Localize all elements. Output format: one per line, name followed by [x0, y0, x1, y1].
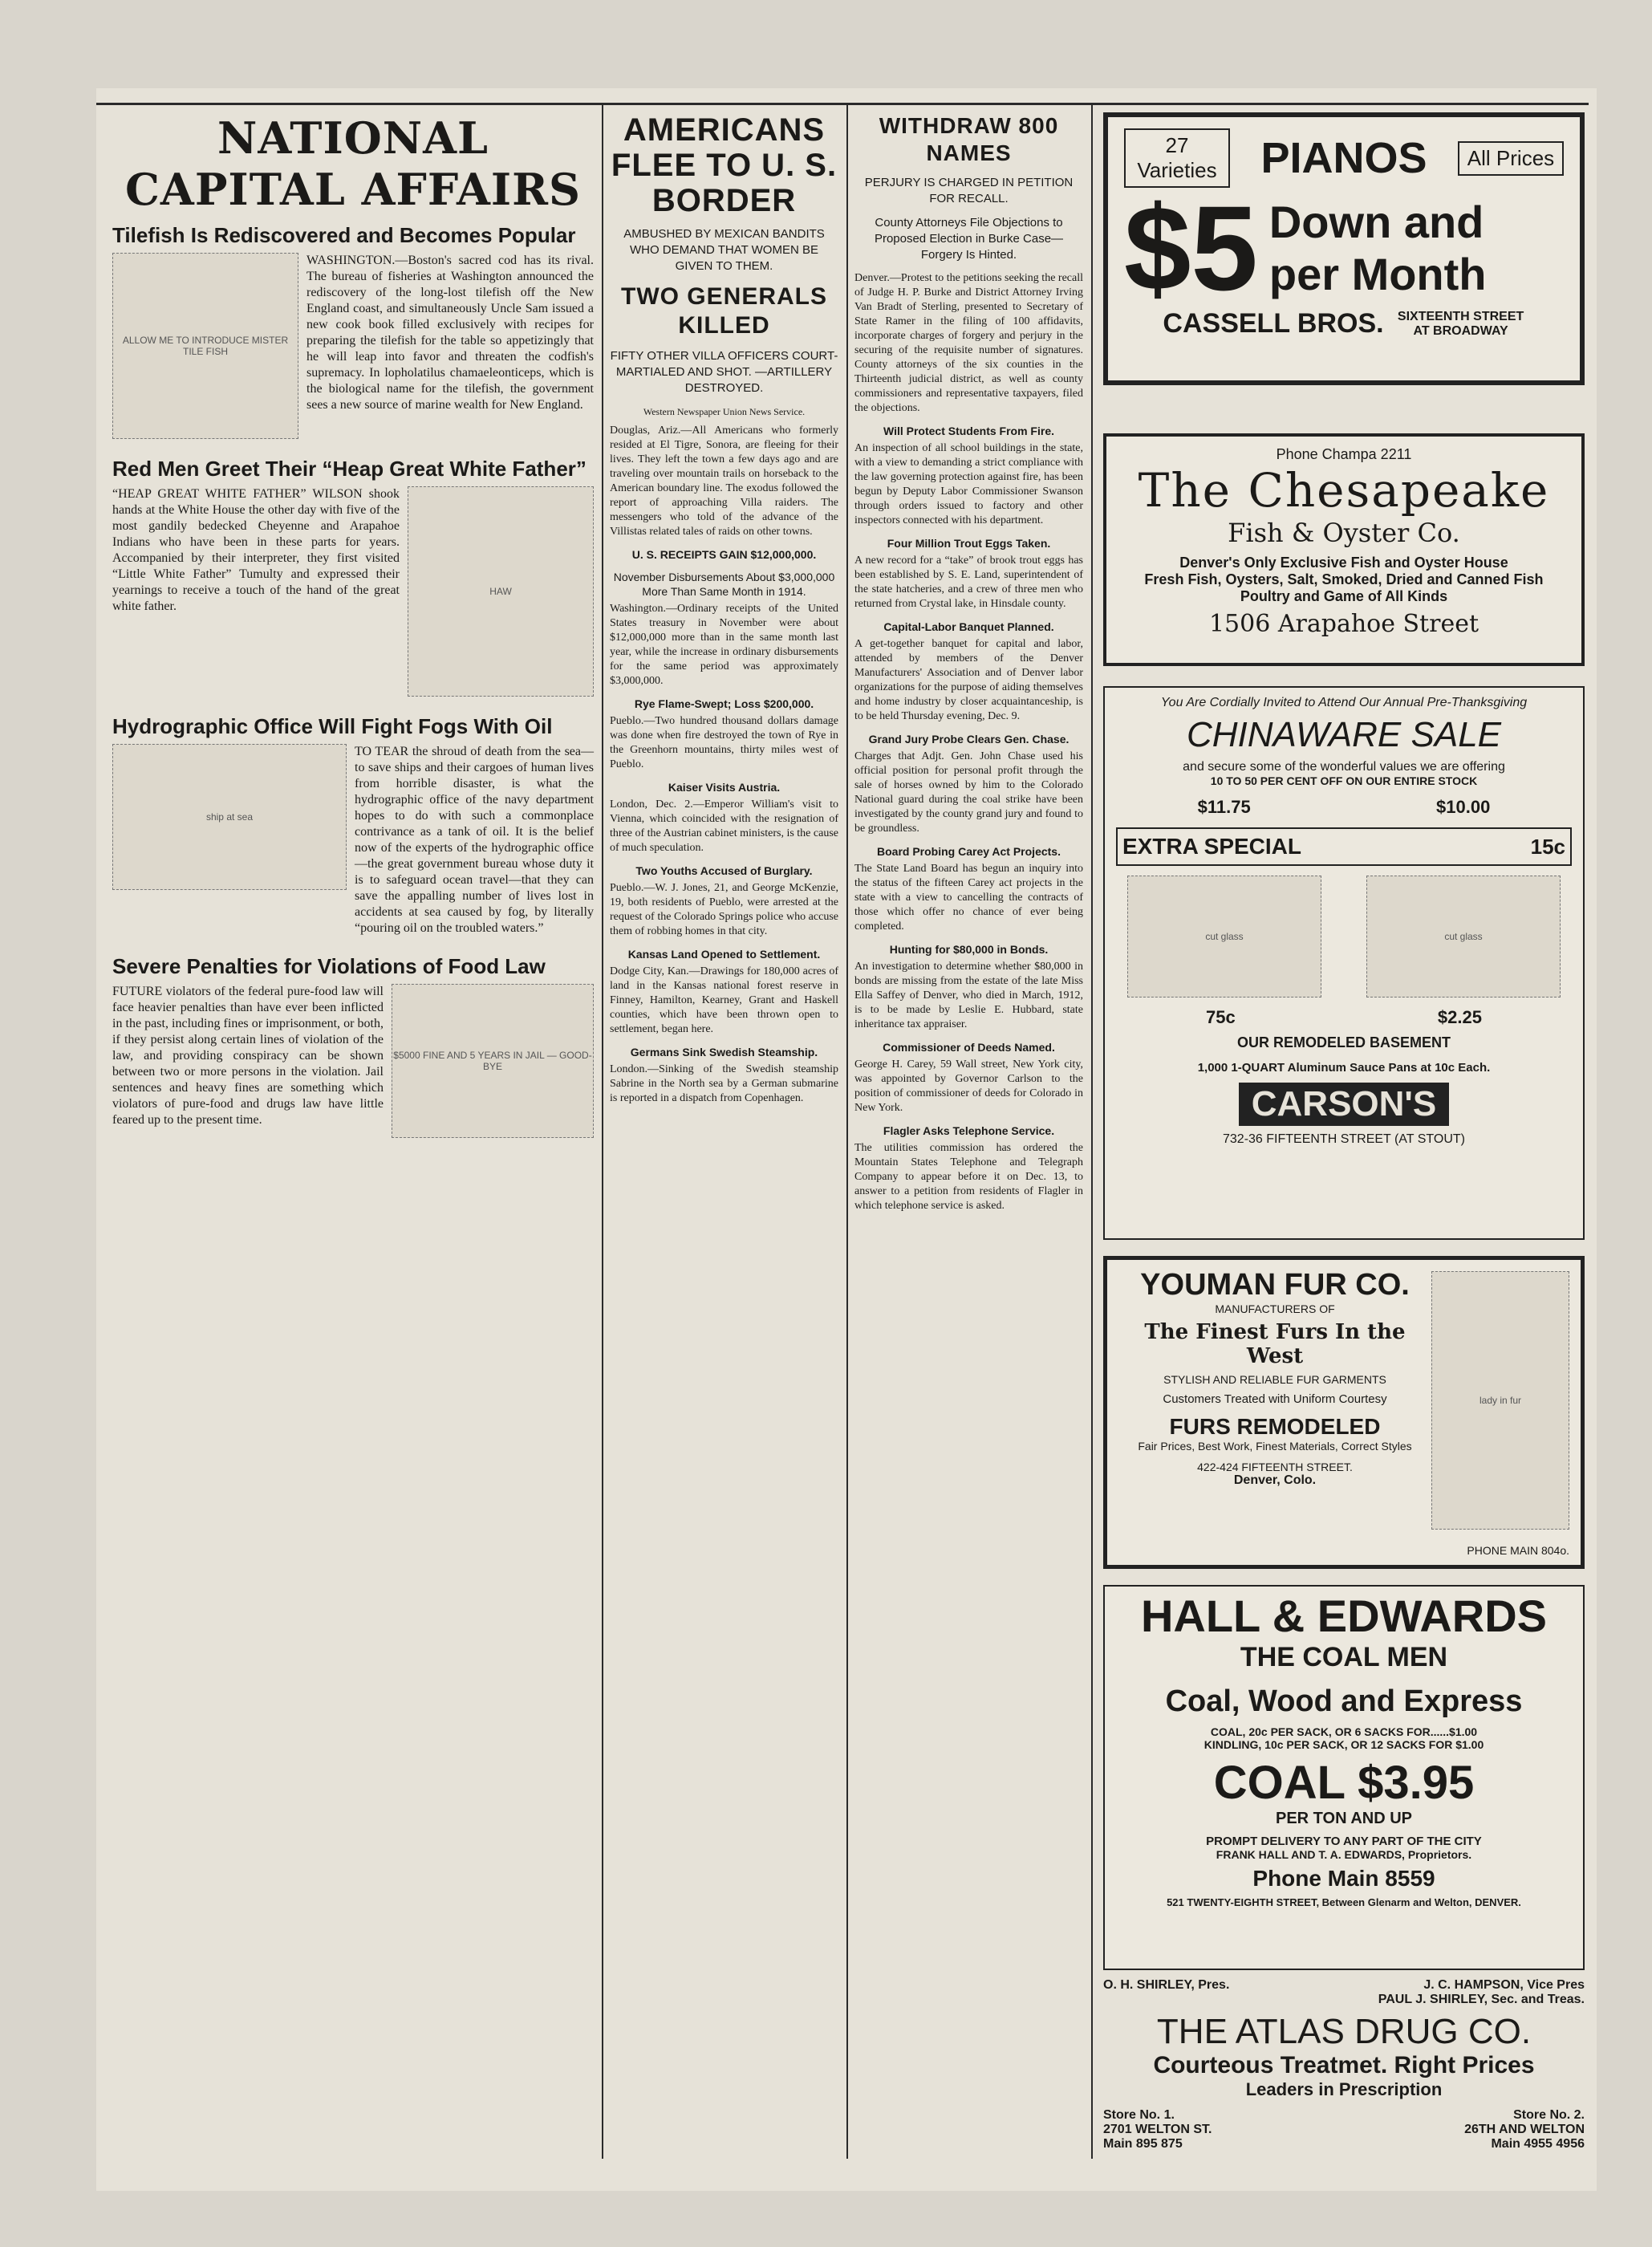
story-body: London.—Sinking of the Swedish steamship Sabrine in the North sea by a German submarine is reported in a dispatch from Copenhagen.: [610, 1063, 838, 1104]
line: Denver's Only Exclusive Fish and Oyster House: [1179, 555, 1508, 571]
credit-line: Western Newspaper Union News Service.: [643, 406, 806, 417]
sub: and secure some of the wonderful values we are offering: [1183, 760, 1505, 774]
store-address: 2701 WELTON ST.: [1103, 2123, 1212, 2136]
subhead: Germans Sink Swedish Steamship.: [630, 1046, 818, 1058]
month-text: per Month: [1268, 249, 1487, 299]
store: Store No. 2.: [1513, 2108, 1585, 2122]
tilefish-cartoon: ALLOW ME TO INTRODUCE MISTER TILE FISH: [112, 253, 298, 439]
subhead: U. S. RECEIPTS GAIN $12,000,000.: [631, 548, 817, 561]
story-body: An investigation to determine whether $80,000 in bonds are missing from the estate of the late Miss Ella Saffey of Denver, who died in March, 1912, is to be made by Leslie E. Hubbard, state inheritance tax appraiser.: [854, 961, 1083, 1030]
extra-special: EXTRA SPECIAL: [1122, 834, 1301, 859]
special-price: 15c: [1530, 834, 1565, 859]
story-body: London, Dec. 2.—Emperor William's visit to Vienna, which coincided with the resignation of three of the Austrian cabinet ministers, is the cause of much speculation.: [610, 798, 838, 854]
food-law-cartoon: $5000 FINE AND 5 YEARS IN JAIL — GOOD-BYE: [392, 984, 594, 1138]
leaders: Leaders in Prescription: [1245, 2079, 1443, 2099]
story-body: WASHINGTON.—Boston's sacred cod has its rival. The bureau of fisheries at Washington announced the rediscovery of the long-lost tilefish off the New England coast, and simultaneously Uncle Sam issued a new cook book filled exclusively with recipes for preparing the tilefish for the table so appetizingly that he will leap into favor and threaten the codfish's supremacy. In lopholatilus chamaeleonticeps, which is the biological name for the tilefish, the government sees a new source of marine wealth for New England.: [306, 254, 594, 412]
headline: AMERICANS FLEE TO U. S. BORDER: [611, 112, 838, 218]
price: $2.25: [1437, 1007, 1482, 1027]
carsons-logo: CARSON'S: [1239, 1083, 1449, 1126]
deck: County Attorneys File Objections to Proposed Election in Burke Case—Forgery Is Hinted.: [874, 216, 1064, 262]
officer: J. C. HAMPSON, Vice Pres: [1423, 1978, 1585, 1992]
subhead: Kansas Land Opened to Settlement.: [627, 948, 821, 961]
address: 521 TWENTY-EIGHTH STREET, Between Glenarm and Welton, DENVER.: [1167, 1896, 1521, 1908]
subhead: Flagler Asks Telephone Service.: [883, 1124, 1055, 1137]
subhead: Grand Jury Probe Clears Gen. Chase.: [868, 733, 1070, 746]
sale-title: CHINAWARE SALE: [1186, 715, 1502, 754]
chesapeake-ad: [1103, 433, 1585, 666]
phone: PHONE MAIN 804o.: [1467, 1544, 1569, 1557]
story-body: Washington.—Ordinary receipts of the United States treasury in November were about $12,000,000 more than in the same month last year, while the increase in ordinary disbursements for the same period was approximately $3,000,000.: [610, 603, 838, 687]
firm-address: SIXTEENTH STREET AT BROADWAY: [1397, 309, 1524, 338]
subhead: Commissioner of Deeds Named.: [883, 1041, 1055, 1054]
address: 422-424 FIFTEENTH STREET.: [1197, 1461, 1353, 1473]
recall-column: [854, 112, 1083, 1213]
price: 75c: [1206, 1007, 1236, 1027]
top-rule: [96, 103, 1589, 105]
masthead: NATIONAL CAPITAL AFFAIRS: [124, 112, 582, 215]
line: PROMPT DELIVERY TO ANY PART OF THE CITY: [1206, 1835, 1482, 1848]
carsons-ad: [1103, 686, 1585, 1240]
officer: O. H. SHIRLEY, Pres.: [1103, 1978, 1230, 1992]
story-body: The utilities commission has ordered the Mountain States Telephone and Telegraph Company to appear before it on Dec. 13, to answer to a petition from residents of Flagler in which telephone service is asked.: [854, 1142, 1083, 1212]
store-phone: Main 895 875: [1103, 2137, 1183, 2151]
down-text: Down and: [1268, 197, 1484, 247]
atlas-drug-ad: [1103, 1978, 1585, 2179]
mexico-column: [610, 112, 838, 1106]
youman-fur-ad: [1103, 1256, 1585, 1569]
firm-name: YOUMAN FUR CO.: [1140, 1268, 1410, 1302]
line: Fair Prices, Best Work, Finest Materials, Correct Styles: [1138, 1440, 1412, 1453]
cut-glass-cream-illustration: cut glass: [1366, 876, 1561, 998]
wilson-indian-cartoon: HAW: [408, 486, 594, 697]
price: $11.75: [1197, 797, 1251, 817]
pianos-ad: [1103, 112, 1585, 385]
story-body: TO TEAR the shroud of death from the sea—to save ships and their cargoes of human lives from horrible disaster, is what the hydrographic office of the navy department hopes to do with such a commonplace contrivance as a tank of oil. It is the belief now of the experts of the hydrographic office—the great government bureau whose duty it is to safeguard ocean travel—that they can save the appalling number of lives lost in accidents at sea caused by fog, by literally “pouring oil on the troubled waters.”: [355, 745, 594, 935]
story-body: “HEAP GREAT WHITE FATHER” WILSON shook hands at the White House the other day with five of the most gandily bedecked Cheyenne and Arapahoe Indians who have been in these parts for years. Accompanied by their interpreter, they first visited “Little White Father” Tumulty and expressed their yearnings to receive a touch of the hand of the great white father.: [112, 487, 400, 613]
pans: 1,000 1-QUART Aluminum Sauce Pans at 10c Each.: [1197, 1061, 1491, 1075]
story-body: A get-together banquet for capital and labor, attended by members of the Denver Manufacturers' Association and of Denver labor organizations for the purpose of aiding themselves and home industry by closer acquaintanceship, is to be held Thursday evening, Dec. 9.: [854, 638, 1083, 722]
story-body: Pueblo.—W. J. Jones, 21, and George McKenzie, 19, both residents of Pueblo, were arrested at the request of the Colorado Springs police who accuse them of robbing homes in that city.: [610, 882, 838, 937]
deck: FIFTY OTHER VILLA OFFICERS COURT-MARTIALED AND SHOT. —ARTILLERY DESTROYED.: [610, 349, 838, 395]
slogan: Courteous Treatmet. Right Prices: [1153, 2052, 1535, 2078]
line: KINDLING, 10c PER SACK, OR 12 SACKS FOR $1.00: [1203, 1738, 1484, 1751]
shipwreck-illustration: ship at sea: [112, 744, 347, 890]
varieties-box: 27 Varieties: [1124, 128, 1230, 188]
story-body: The State Land Board has begun an inquiry into the status of the fifteen Carey act projects in the state with a view to cancelling the contracts of those which offer no chance of ever being completed.: [854, 863, 1083, 933]
subdeck: November Disbursements About $3,000,000 More Than Same Month in 1914.: [613, 571, 835, 598]
line: PER TON AND UP: [1275, 1810, 1413, 1827]
story-body: FUTURE violators of the federal pure-food law will face heavier penalties than have ever been inflicted in the past, including fines or imprisonment, or both, if they persist along certain lines of violation of the law, and providing conspiracy can be shown between two or more persons in the violation. Jail sentences and heavy fines are something which violators of pure-food and drugs law have little feared up to the present time.: [112, 985, 384, 1127]
story-headline: Tilefish Is Rediscovered and Becomes Popular: [112, 223, 576, 247]
story-headline: Severe Penalties for Violations of Food Law: [112, 954, 546, 978]
subhead: Kaiser Visits Austria.: [668, 781, 781, 794]
line: COAL, 20c PER SACK, OR 6 SACKS FOR......$1.00: [1210, 1725, 1478, 1738]
line: FRANK HALL AND T. A. EDWARDS, Proprietors.: [1216, 1848, 1472, 1861]
prices-box: All Prices: [1458, 141, 1564, 176]
address: 1506 Arapahoe Street: [1208, 610, 1479, 638]
national-capital-affairs-column: [112, 112, 594, 1138]
story-body: Charges that Adjt. Gen. John Chase used his official position for personal profit through the sale of horses owned by him to the Colorado National guard during the coal strike have been investigated by the county grand jury and found to be groundless.: [854, 750, 1083, 835]
firm-name: THE ATLAS DRUG CO.: [1156, 2012, 1532, 2051]
line: MANUFACTURERS OF: [1215, 1302, 1335, 1315]
line: FURS REMODELED: [1169, 1414, 1381, 1439]
coal-price: COAL $3.95: [1213, 1757, 1475, 1809]
subhead: Four Million Trout Eggs Taken.: [887, 537, 1051, 550]
city: Denver, Colo.: [1233, 1473, 1317, 1487]
subhead: Rye Flame-Swept; Loss $200,000.: [634, 697, 814, 710]
store-phone: Main 4955 4956: [1491, 2137, 1585, 2151]
phone: Phone Champa 2211: [1276, 446, 1412, 462]
story-body: A new record for a “take” of brook trout eggs has been established by S. E. Land, superintendent of the state hatcheries, and a crew of three men who returned from Crystal lake, in Hinsdale county.: [854, 555, 1083, 610]
subhead: Capital-Labor Banquet Planned.: [883, 620, 1054, 633]
headline: WITHDRAW 800 NAMES: [879, 113, 1059, 165]
address: 732-36 FIFTEENTH STREET (AT STOUT): [1223, 1132, 1465, 1146]
column-rule: [1091, 104, 1093, 2159]
line: Customers Treated with Uniform Courtesy: [1163, 1392, 1387, 1406]
story-headline: Red Men Greet Their “Heap Great White Father”: [112, 457, 587, 481]
fur-model-illustration: lady in fur: [1431, 1271, 1569, 1530]
cut-glass-bowl-illustration: cut glass: [1127, 876, 1321, 998]
subhead: Will Protect Students From Fire.: [883, 425, 1054, 437]
pianos-title: PIANOS: [1260, 134, 1427, 182]
basement: OUR REMODELED BASEMENT: [1236, 1034, 1451, 1050]
column-rule: [846, 104, 848, 2159]
coal-men: THE COAL MEN: [1240, 1642, 1448, 1672]
deck: AMBUSHED BY MEXICAN BANDITS WHO DEMAND THAT WOMEN BE GIVEN TO THEM.: [623, 227, 825, 273]
price-figure: $5: [1124, 181, 1258, 315]
store-address: 26TH AND WELTON: [1464, 2123, 1585, 2136]
story-body: George H. Carey, 59 Wall street, New York city, was appointed by Governor Carlson to the position of commissioner of deeds for Colorado in New York.: [854, 1058, 1083, 1114]
phone: Phone Main 8559: [1252, 1866, 1435, 1891]
firm-name: CASSELL BROS.: [1163, 308, 1384, 339]
firm-name: HALL & EDWARDS: [1140, 1591, 1548, 1641]
story-body: Dodge City, Kan.—Drawings for 180,000 acres of land in the Kansas national forest reserve in Finney, Hamilton, Kearney, Grant and Haskell counties, which have been thrown open to settlement, began here.: [610, 965, 838, 1035]
officer: PAUL J. SHIRLEY, Sec. and Treas.: [1378, 1993, 1585, 2006]
column-rule: [602, 104, 603, 2159]
line: Coal, Wood and Express: [1165, 1684, 1523, 1718]
newspaper-page: [96, 88, 1597, 2191]
line: Fresh Fish, Oysters, Salt, Smoked, Dried and Canned Fish: [1144, 571, 1544, 587]
subhead: Hunting for $80,000 in Bonds.: [889, 943, 1049, 956]
story-body: Pueblo.—Two hundred thousand dollars damage was done when fire destroyed the town of Rye in the Greenhorn mountains, thirty miles west of Pueblo.: [610, 715, 838, 770]
story-body: Denver.—Protest to the petitions seeking the recall of Judge H. P. Burke and District Attorney Irving Van Bradt of Sterling, presented to Secretary of State Ramer in the filing of 100 affidavits, incorporate charges of forgery and perjury in the securing of the requisite number of signatures. County attorneys of the six counties in the Thirteenth judicial district, as well as county commissioners and representative taxpayers, filed the objections.: [854, 272, 1083, 414]
story-body: An inspection of all school buildings in the state, with a view to demanding a strict compliance with the law governing protection against fire, has been begun by Deputy Labor Commissioner Swanson through orders issued to factory and other inspectors connected with his department.: [854, 442, 1083, 526]
subhead: Two Youths Accused of Burglary.: [635, 864, 813, 877]
store: Store No. 1.: [1103, 2108, 1175, 2122]
hall-edwards-ad: [1103, 1585, 1585, 1970]
headline: TWO GENERALS KILLED: [621, 283, 827, 339]
line: Poultry and Game of All Kinds: [1240, 588, 1448, 604]
price: $10.00: [1436, 797, 1491, 817]
percent-off: 10 TO 50 PER CENT OFF ON OUR ENTIRE STOCK: [1210, 774, 1478, 787]
invite: You Are Cordially Invited to Attend Our Annual Pre-Thanksgiving: [1160, 696, 1528, 709]
deck: PERJURY IS CHARGED IN PETITION FOR RECALL.: [864, 176, 1074, 205]
story-headline: Hydrographic Office Will Fight Fogs With Oil: [112, 714, 553, 738]
subhead: Board Probing Carey Act Projects.: [877, 845, 1061, 858]
firm-name: The Chesapeake: [1138, 463, 1550, 518]
story-body: Douglas, Ariz.—All Americans who formerly resided at El Tigre, Sonora, are fleeing for their lives. They left the town a few days ago and are traveling over mountain trails on horseback to the American boundary line. The exodus followed the report of approaching Villa raiders. The messengers who told of the advance of the Villistas related tales of raids on other towns.: [610, 425, 838, 538]
line: The Finest Furs In the West: [1144, 1320, 1406, 1368]
line: STYLISH AND RELIABLE FUR GARMENTS: [1163, 1373, 1386, 1386]
firm-sub: Fish & Oyster Co.: [1228, 518, 1460, 548]
